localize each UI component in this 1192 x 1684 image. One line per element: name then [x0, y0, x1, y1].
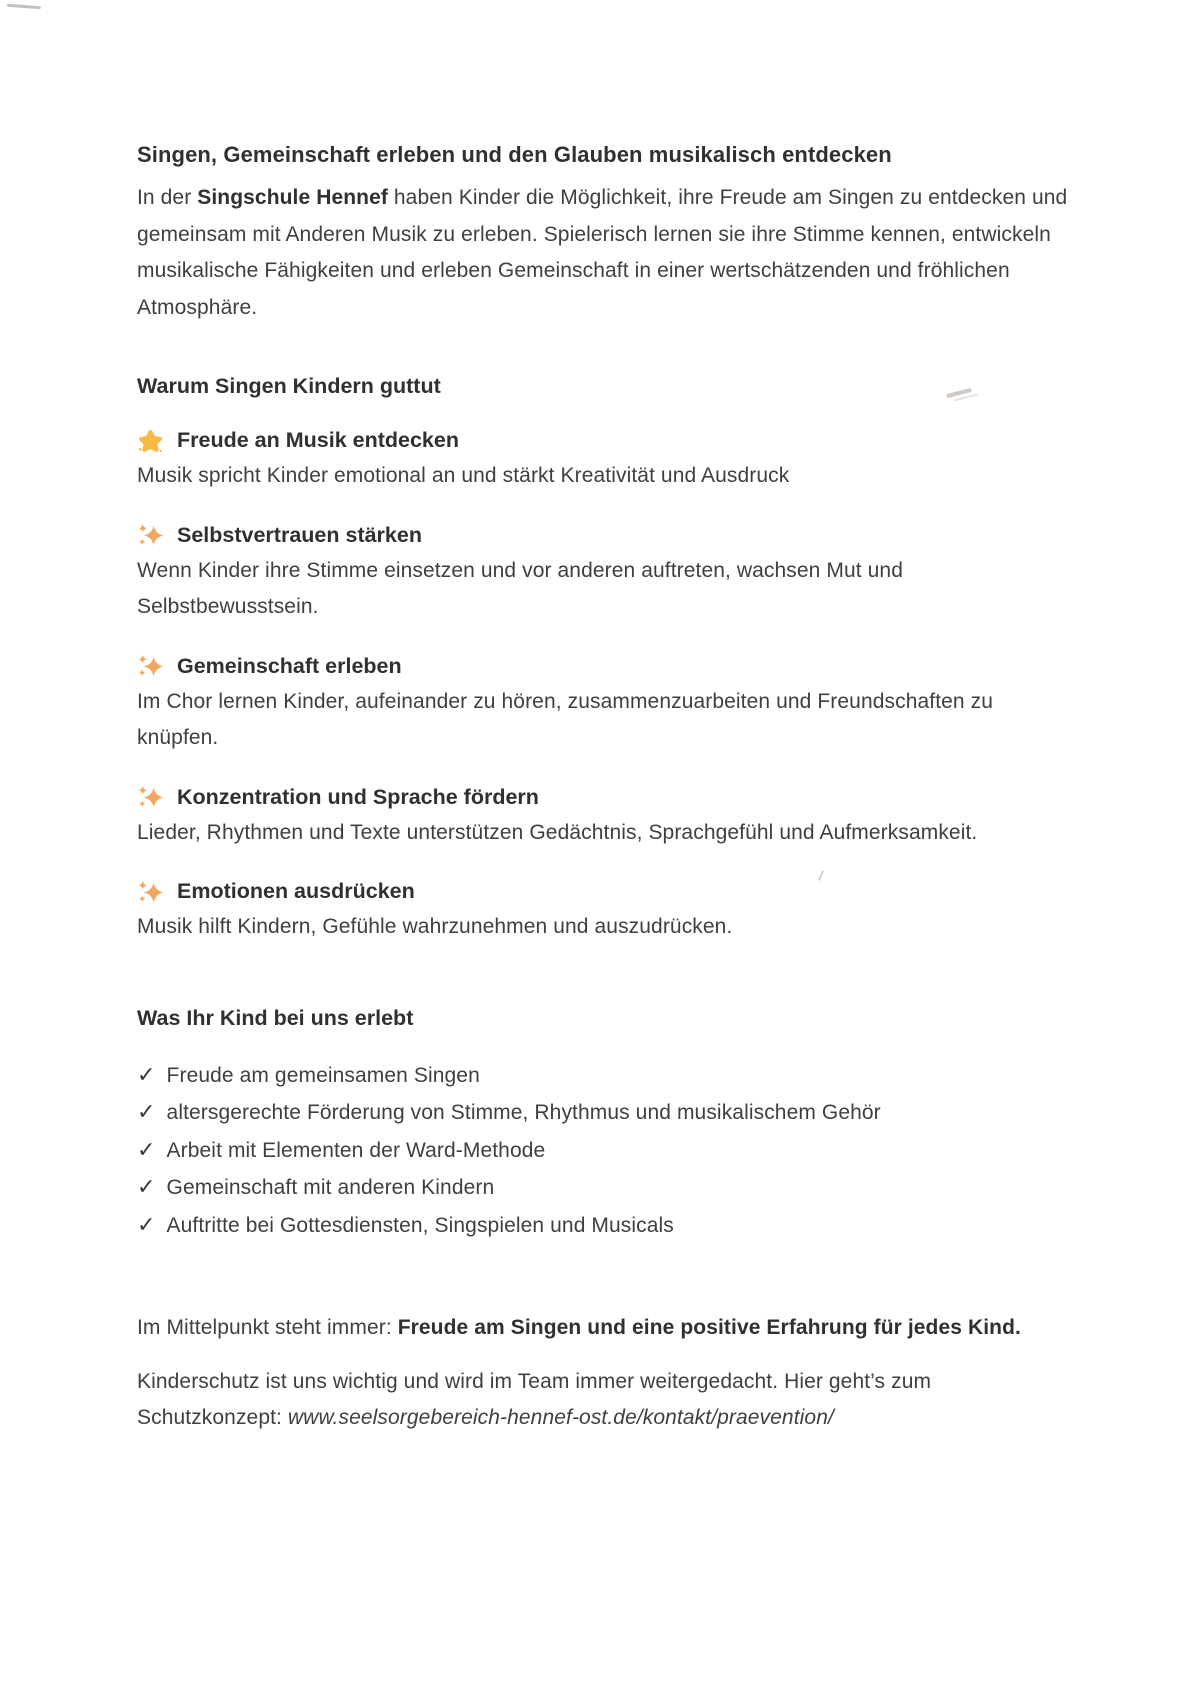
- checkmark-icon: ✓: [137, 1137, 156, 1163]
- checklist-item-text: Arbeit mit Elementen der Ward-Methode: [166, 1138, 546, 1162]
- sparkles-icon: [137, 784, 164, 811]
- sparkles-icon: [137, 653, 164, 680]
- intro-text-pre: In der: [137, 186, 198, 209]
- benefit-text: Im Chor lernen Kinder, aufeinander zu hören, zusammenzuarbeiten und Freundschaften zu knüpfen.: [137, 689, 994, 749]
- sparkles-icon: [137, 879, 164, 906]
- benefit-title-text: Gemeinschaft erleben: [177, 653, 402, 678]
- experience-section-heading: Was Ihr Kind bei uns erlebt: [137, 1005, 414, 1030]
- safeguarding-paragraph: [137, 1364, 1077, 1437]
- benefit-title-text: Freude an Musik entdecken: [177, 428, 459, 452]
- intro-text-post: haben Kinder die Möglichkeit, ihre Freude am Singen zu entdecken und gemeinsam mit Anderen Musik zu erleben. Spielerisch lernen sie ihre Stimme kennen, entwickeln musikalische Fähigkeiten und erleben Gemeinschaft in einer wertschätzenden und fröhlichen Atmosphäre.: [137, 186, 1068, 319]
- benefit-title: [137, 877, 1077, 905]
- benefit-title-text: Emotionen ausdrücken: [177, 879, 415, 903]
- checkmark-icon: ✓: [137, 1100, 156, 1125]
- sparkles-icon: [137, 522, 164, 549]
- checklist-item-text: Auftritte bei Gottesdiensten, Singspielen und Musicals: [166, 1213, 674, 1237]
- benefit-title-text: Konzentration und Sprache fördern: [177, 784, 539, 809]
- safeguarding-url: www.seelsorgebereich-hennef-ost.de/kontakt/praevention/: [287, 1406, 834, 1429]
- document-title: Singen, Gemeinschaft erleben und den Glauben musikalisch entdecken: [137, 142, 892, 167]
- document-content: [137, 141, 1077, 1437]
- closing-paragraph: [137, 1310, 1077, 1347]
- benefit-text: Musik hilft Kindern, Gefühle wahrzunehmen und auszudrücken.: [137, 915, 733, 938]
- benefit-item: [137, 426, 1077, 495]
- benefit-text: Wenn Kinder ihre Stimme einsetzen und vor anderen auftreten, wachsen Mut und Selbstbewusstsein.: [137, 558, 903, 618]
- checklist-item: [137, 1094, 1077, 1132]
- checklist-item: [137, 1207, 1077, 1245]
- benefit-item: [137, 783, 1077, 852]
- scan-artifact: [7, 4, 41, 9]
- checkmark-icon: ✓: [137, 1212, 156, 1238]
- benefit-title: [137, 783, 1077, 811]
- checklist-item: [137, 1169, 1077, 1207]
- benefit-title: [137, 652, 1077, 680]
- benefits-section-heading: Warum Singen Kindern guttut: [137, 374, 441, 398]
- benefit-text: Musik spricht Kinder emotional an und stärkt Kreativität und Ausdruck: [137, 464, 790, 487]
- checklist-item: [137, 1132, 1077, 1170]
- benefit-title-text: Selbstvertrauen stärken: [177, 522, 422, 547]
- safeguarding-text: Kinderschutz ist uns wichtig und wird im Team immer weitergedacht. Hier geht’s zum Schutzkonzept:: [137, 1369, 932, 1429]
- checkmark-icon: ✓: [137, 1062, 156, 1088]
- benefit-item: [137, 652, 1077, 757]
- benefit-item: [137, 521, 1077, 626]
- experience-checklist: [137, 1057, 1077, 1245]
- sun-icon: [137, 428, 164, 455]
- checklist-item-text: Gemeinschaft mit anderen Kindern: [166, 1176, 495, 1199]
- benefit-title: [137, 426, 1077, 454]
- checklist-item-text: altersgerechte Förderung von Stimme, Rhythmus und musikalischem Gehör: [166, 1101, 881, 1124]
- benefit-item: [137, 877, 1077, 946]
- intro-bold-school-name: Singschule Hennef: [197, 186, 388, 209]
- closing-bold-text: Freude am Singen und eine positive Erfahrung für jedes Kind.: [397, 1316, 1021, 1339]
- checkmark-icon: ✓: [137, 1175, 156, 1200]
- checklist-item-text: Freude am gemeinsamen Singen: [166, 1063, 480, 1087]
- benefit-text: Lieder, Rhythmen und Texte unterstützen Gedächtnis, Sprachgefühl und Aufmerksamkeit.: [137, 820, 978, 844]
- checklist-item: [137, 1057, 1077, 1095]
- benefit-title: [137, 521, 1077, 549]
- intro-paragraph: [137, 180, 1077, 326]
- closing-text-pre: Im Mittelpunkt steht immer:: [137, 1316, 398, 1339]
